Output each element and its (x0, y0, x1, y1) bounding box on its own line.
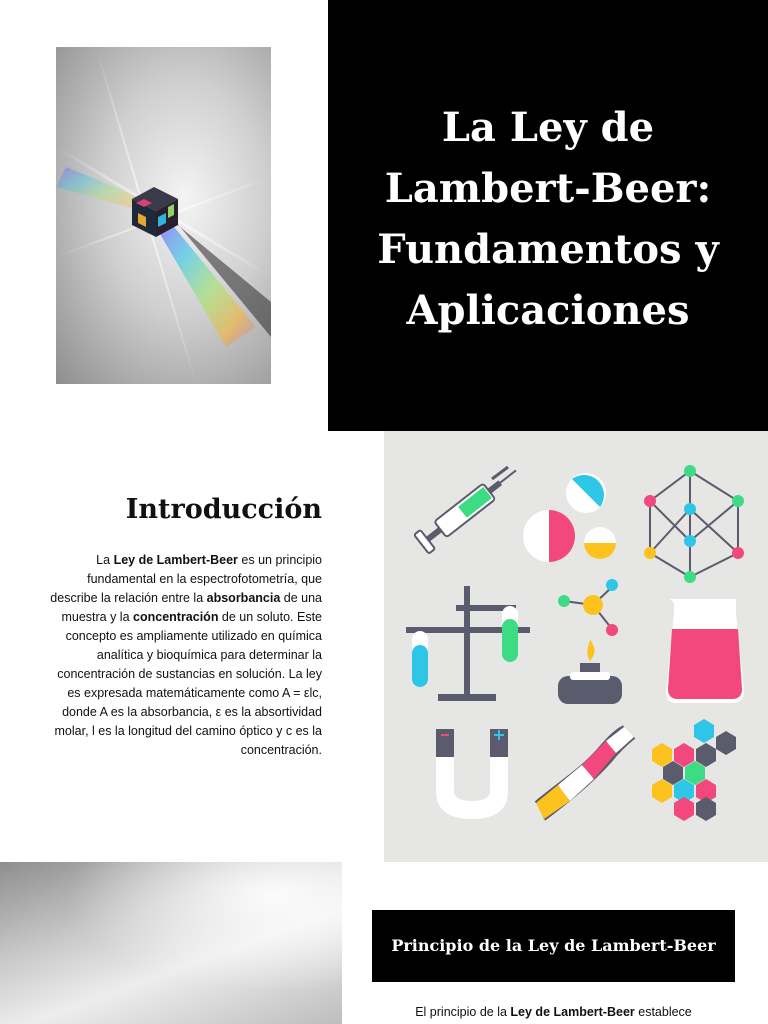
page-title: La Ley de Lambert-Beer: Fundamentos y Aplicaciones (377, 103, 719, 334)
intro-heading: Introducción (125, 494, 322, 525)
pills-icon (523, 473, 616, 562)
intro-text-mid2: de una muestra y la (61, 591, 322, 624)
principio-text-start: El principio de la (415, 1005, 511, 1019)
molecule-lattice-icon (650, 471, 738, 577)
light-image (0, 862, 342, 1024)
burner-icon (558, 639, 622, 704)
term-absorbancia: absorbancia (206, 591, 281, 605)
science-illustration (384, 431, 768, 862)
test-tube-rack-icon (406, 586, 530, 701)
small-molecule-icon (558, 579, 618, 636)
principio-paragraph (372, 1003, 735, 1022)
intro-text-start: La (96, 553, 114, 567)
dna-icon (536, 727, 634, 819)
syringe-icon (414, 461, 523, 554)
intro-text-mid1: es un principio fundamental en la espectrofotometría, que describe la relación entre la (50, 553, 322, 605)
title-block (328, 0, 768, 431)
light-photo (0, 862, 342, 1024)
term-ley: Ley de Lambert-Beer (113, 553, 238, 567)
term-concentracion: concentración (133, 610, 219, 624)
lattice-atoms (644, 465, 744, 583)
principio-heading-box (372, 910, 735, 982)
principio-term-ley: Ley de Lambert-Beer (510, 1005, 635, 1019)
beaker-icon (666, 599, 744, 703)
principio-text-end: establece (634, 1005, 692, 1019)
prism-photo (56, 47, 271, 384)
intro-text-end: de un soluto. Este concepto es ampliamente utilizado en química analítica y bioquímica para determinar la concentración de sustancias en solución. La ley es expresada matemáticamente como A = εlc, donde A es la absorbancia, ε es la absortividad molar, l es la longitud del camino óptico y c es la concentración. (54, 610, 322, 757)
principio-heading: Principio de la Ley de Lambert-Beer (391, 936, 716, 955)
prism-image (56, 47, 271, 384)
hexagon-cluster-icon (652, 719, 736, 821)
magnet-icon (436, 729, 508, 819)
intro-paragraph (50, 551, 322, 760)
